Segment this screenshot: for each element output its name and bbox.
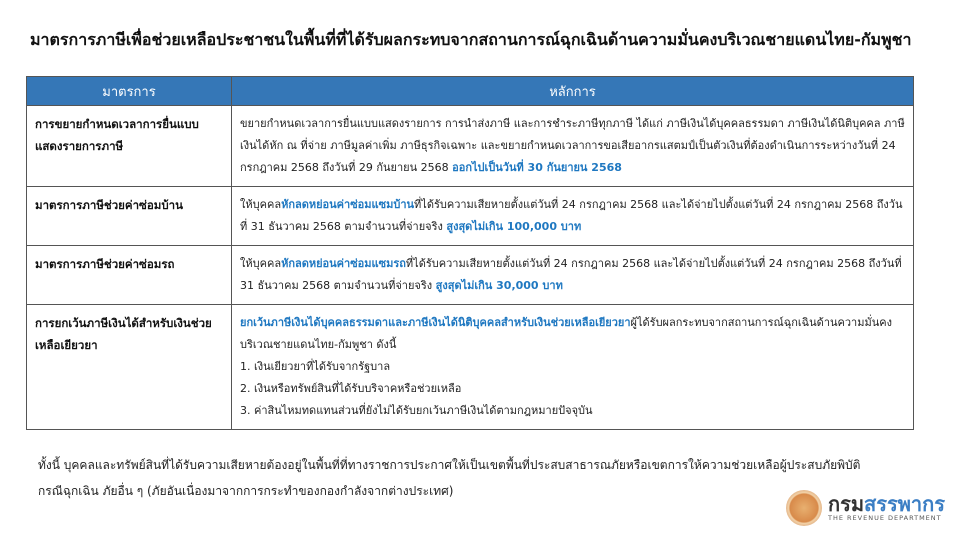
list-item: 2. เงินหรือทรัพย์สินที่ได้รับบริจาคหรือช่วยเหลือ: [240, 382, 462, 395]
principle-cell: ขยายกำหนดเวลาการยื่นแบบแสดงรายการ การนำส่งภาษี และการชำระภาษีทุกภาษี ได้แก่ ภาษีเงินได้บุคคลธรรมดา ภาษีเงินได้นิติบุคคล ภาษีเงินได้หัก ณ ที่จ่าย ภาษีมูลค่าเพิ่ม ภาษีธุรกิจเฉพาะ และขยายกำหนดเวลาการขอเสียอากรแสตมป์เป็นตัวเงินที่ต้องดำเนินการระหว่างวันที่ 24 กรกฎาคม 2568 ถึงวันที่ 29 กันยายน 2568 ออกไปเป็นวันที่ 30 กันยายน 2568: [232, 106, 914, 187]
highlight: ออกไปเป็นวันที่ 30 กันยายน 2568: [452, 161, 622, 174]
revenue-department-logo: กรมสรรพากร THE REVENUE DEPARTMENT: [786, 490, 945, 526]
table-header: [27, 77, 914, 106]
highlight: สูงสุดไม่เกิน 100,000 บาท: [446, 220, 582, 233]
measure-cell: มาตรการภาษีช่วยค่าซ่อมบ้าน: [27, 187, 232, 246]
principle-cell: ให้บุคคลหักลดหย่อนค่าซ่อมแซมบ้านที่ได้รับความเสียหายตั้งแต่วันที่ 24 กรกฎาคม 2568 และได้จ่ายไปตั้งแต่วันที่ 24 กรกฎาคม 2568 ถึงวันที่ 31 ธันวาคม 2568 ตามจำนวนที่จ่ายจริง สูงสุดไม่เกิน 100,000 บาท: [232, 187, 914, 246]
page-title: มาตรการภาษีเพื่อช่วยเหลือประชาชนในพื้นที่ที่ได้รับผลกระทบจากสถานการณ์ฉุกเฉินด้านความมั่นคงบริเวณชายแดนไทย-กัมพูชา: [30, 30, 912, 49]
header-principle: หลักการ: [232, 77, 914, 106]
principle-cell: ให้บุคคลหักลดหย่อนค่าซ่อมแซมรถที่ได้รับความเสียหายตั้งแต่วันที่ 24 กรกฎาคม 2568 และได้จ่ายไปตั้งแต่วันที่ 24 กรกฎาคม 2568 ถึงวันที่ 31 ธันวาคม 2568 ตามจำนวนที่จ่ายจริง สูงสุดไม่เกิน 30,000 บาท: [232, 246, 914, 305]
highlight: สูงสุดไม่เกิน 30,000 บาท: [435, 279, 563, 292]
measure-cell: การยกเว้นภาษีเงินได้สำหรับเงินช่วยเหลือเยียวยา: [27, 305, 232, 430]
list-item: 1. เงินเยียวยาที่ได้รับจากรัฐบาล: [240, 360, 391, 373]
measure-cell: มาตรการภาษีช่วยค่าซ่อมรถ: [27, 246, 232, 305]
measure-cell: การขยายกำหนดเวลาการยื่นแบบแสดงรายการภาษี: [27, 106, 232, 187]
list-item: 3. ค่าสินไหมทดแทนส่วนที่ยังไม่ได้รับยกเว้นภาษีเงินได้ตามกฎหมายปัจจุบัน: [240, 404, 593, 417]
seal-icon: [786, 490, 822, 526]
table-row: [27, 305, 914, 430]
footer-note: ทั้งนี้ บุคคลและทรัพย์สินที่ได้รับความเสียหายต้องอยู่ในพื้นที่ที่ทางราชการประกาศให้เป็นเขตพื้นที่ประสบสาธารณภัยหรือเขตการให้ความช่วยเหลือผู้ประสบภัยพิบัติ กรณีฉุกเฉิน ภัยอื่น ๆ (ภัยอันเนื่องมาจากการกระทำของกองกำลังจากต่างประเทศ): [38, 458, 861, 498]
principle-cell: ยกเว้นภาษีเงินได้บุคคลธรรมดาและภาษีเงินได้นิติบุคคลสำหรับเงินช่วยเหลือเยียวยาผู้ได้รับผลกระทบจากสถานการณ์ฉุกเฉินด้านความมั่นคงบริเวณชายแดนไทย-กัมพูชา ดังนี้ 1. เงินเยียวยาที่ได้รับจากรัฐบาล 2. เงินหรือทรัพย์สินที่ได้รับบริจาคหรือช่วยเหลือ 3. ค่าสินไหมทดแทนส่วนที่ยังไม่ได้รับยกเว้นภาษีเงินได้ตามกฎหมายปัจจุบัน: [232, 305, 914, 430]
table-row: [27, 106, 914, 187]
table-row: [27, 187, 914, 246]
measures-table: [26, 76, 914, 430]
table-row: [27, 246, 914, 305]
header-measure: มาตรการ: [27, 77, 232, 106]
